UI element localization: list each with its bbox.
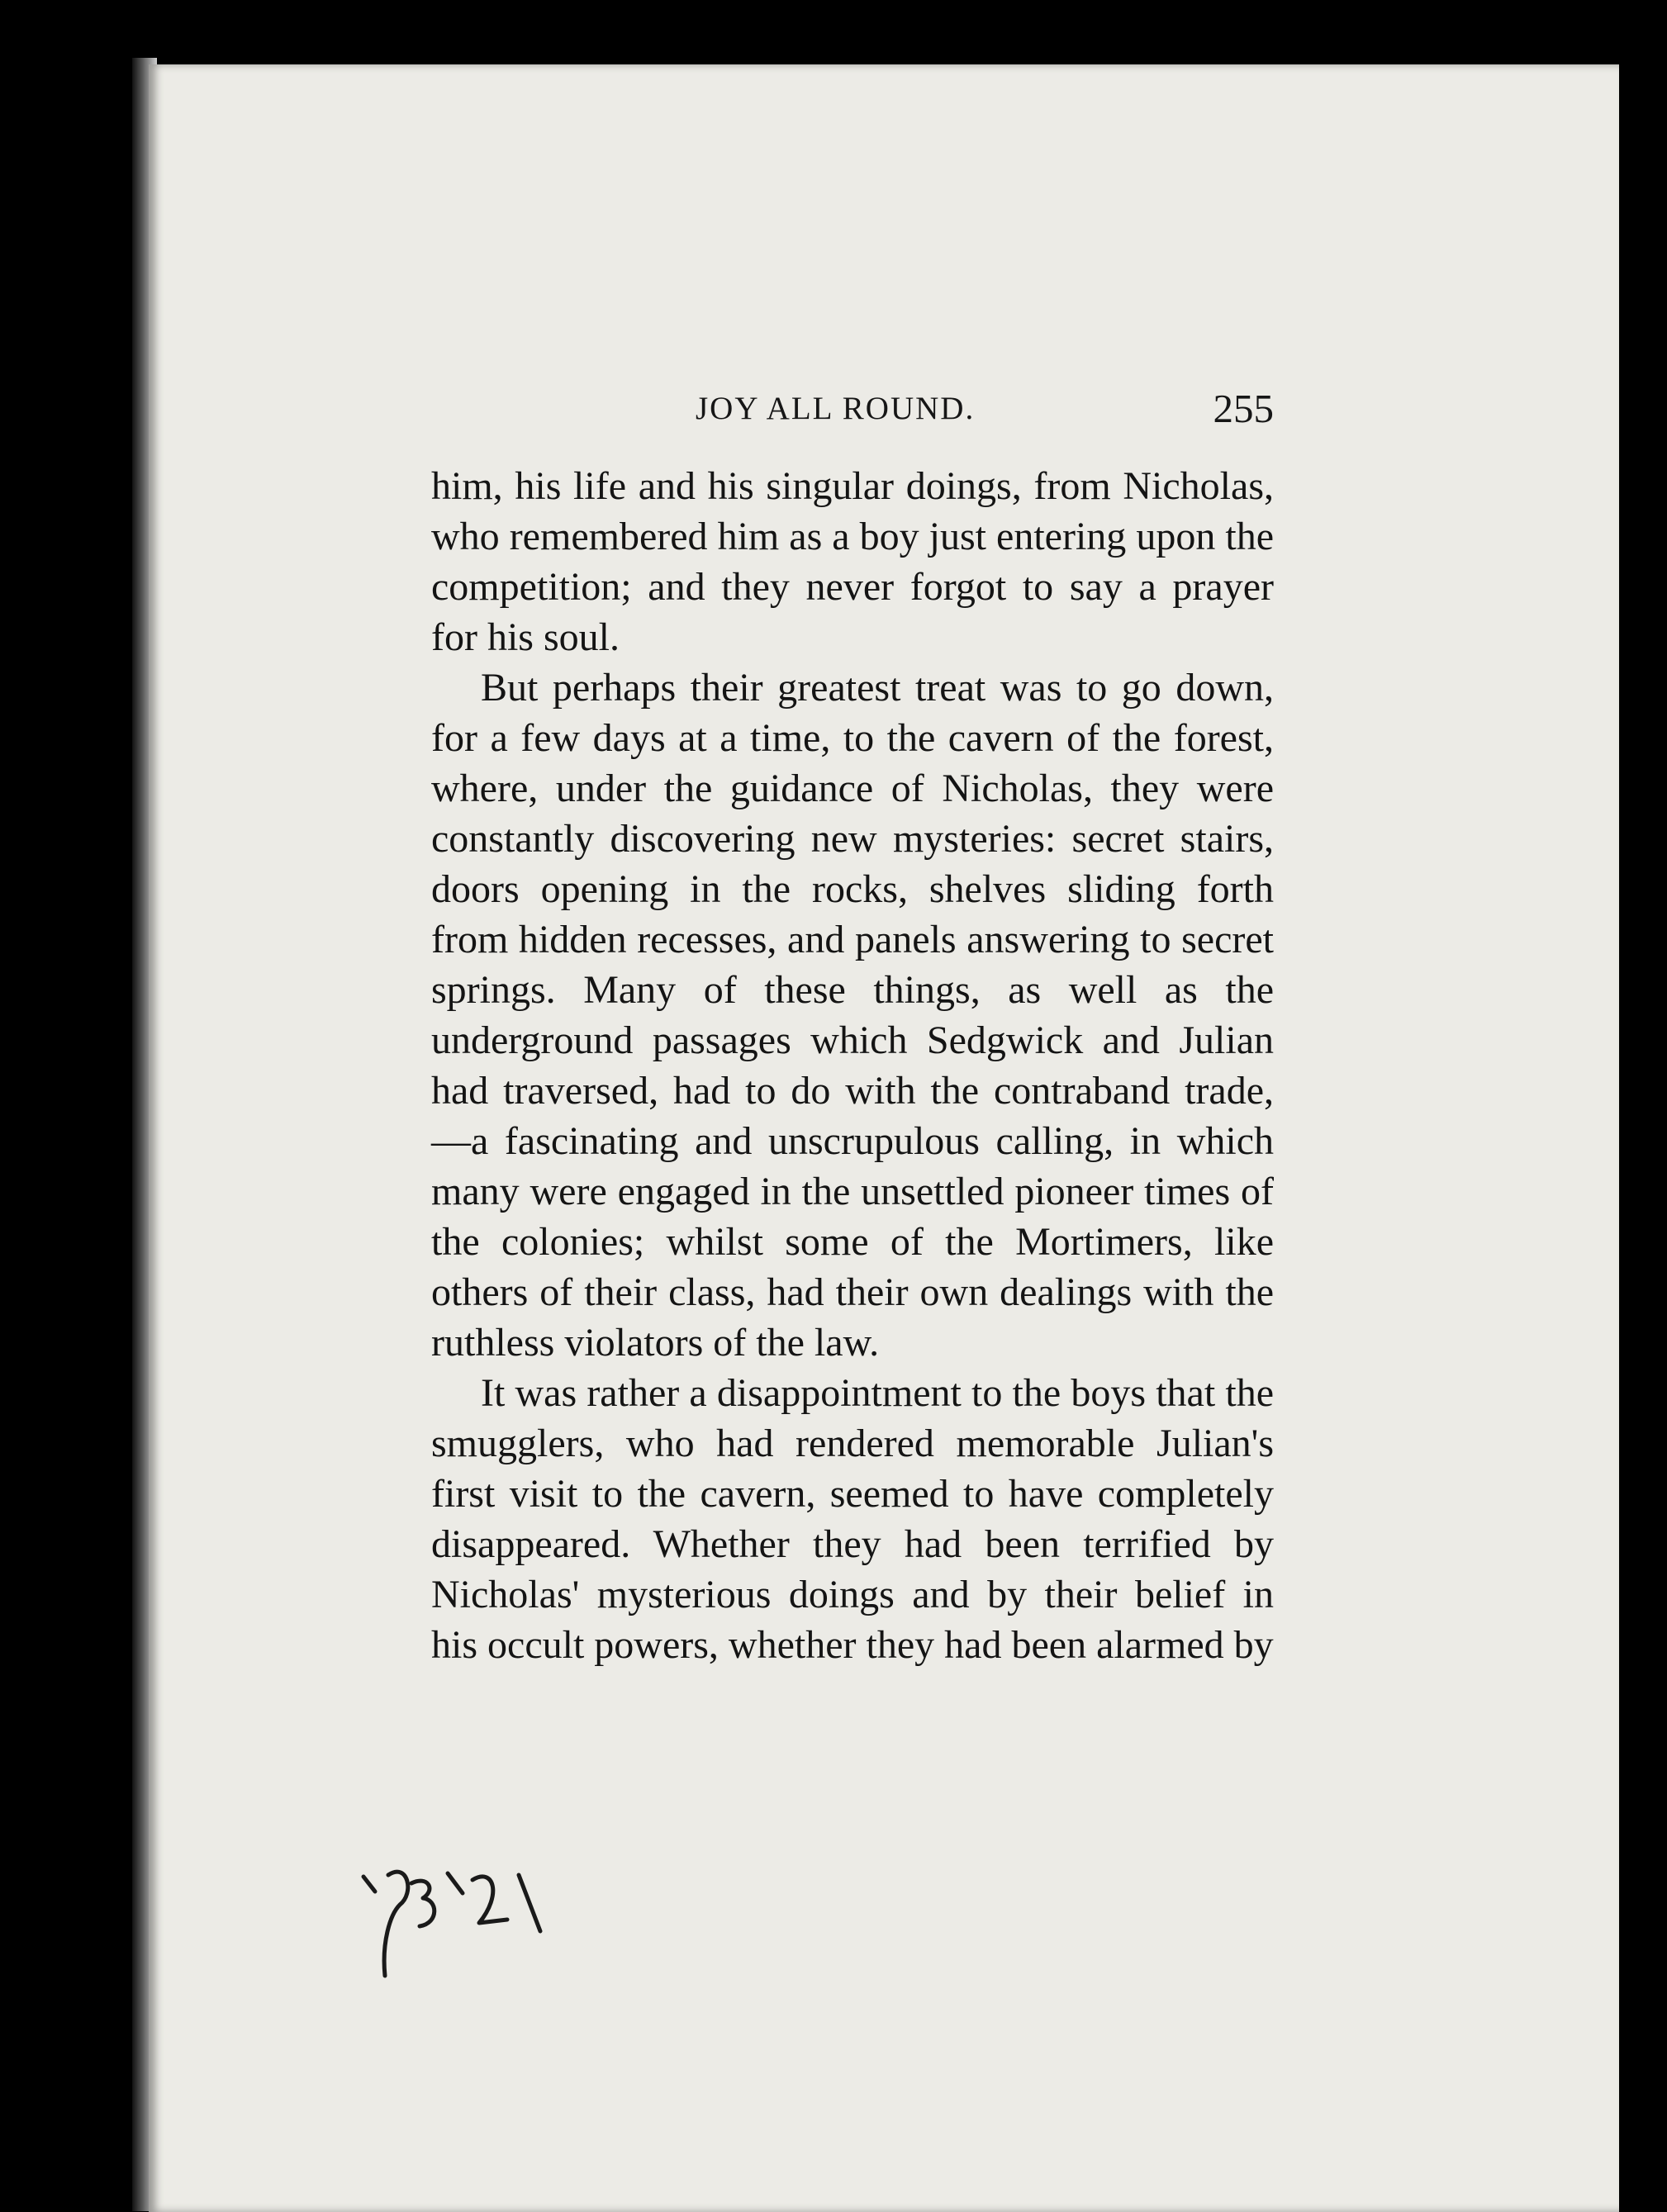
body-text: [431, 461, 1274, 1670]
paragraph: It was rather a disappointment to the boys that the smugglers, who had rendered memorable Julian's first visit to the cavern, seemed to have completely disappeared. Whether they had been terrified by Nicholas' mysterious doings and by their belief in his occult powers, whether they had been alarmed by: [431, 1371, 1274, 1667]
handwritten-number: [357, 1844, 555, 1992]
running-head: JOY ALL ROUND.: [696, 391, 976, 426]
paragraph: him, his life and his singular doings, from Nicholas, who remembered him as a boy just entering upon the competition; and they never forgot to say a prayer for his soul.: [431, 464, 1274, 659]
page-number: 255: [1213, 386, 1274, 431]
paragraph: But perhaps their greatest treat was to go down, for a few days at a time, to the cavern of the forest, where, under the guidance of Nicholas, they were constantly discovering new mysteries: secret stairs, doors opening in the rocks, shelves sliding forth from hidden recesses, and panels answering to secret springs. Many of these things, as well as the underground passages which Sedgwick and Julian had traversed, had to do with the contraband trade,—a fascinating and unscrupulous calling, in which many were engaged in the unsettled pioneer times of the colonies; whilst some of the Mortimers, like others of their class, had their own dealings with the ruthless violators of the law.: [431, 666, 1274, 1365]
page-header: [431, 385, 1274, 443]
